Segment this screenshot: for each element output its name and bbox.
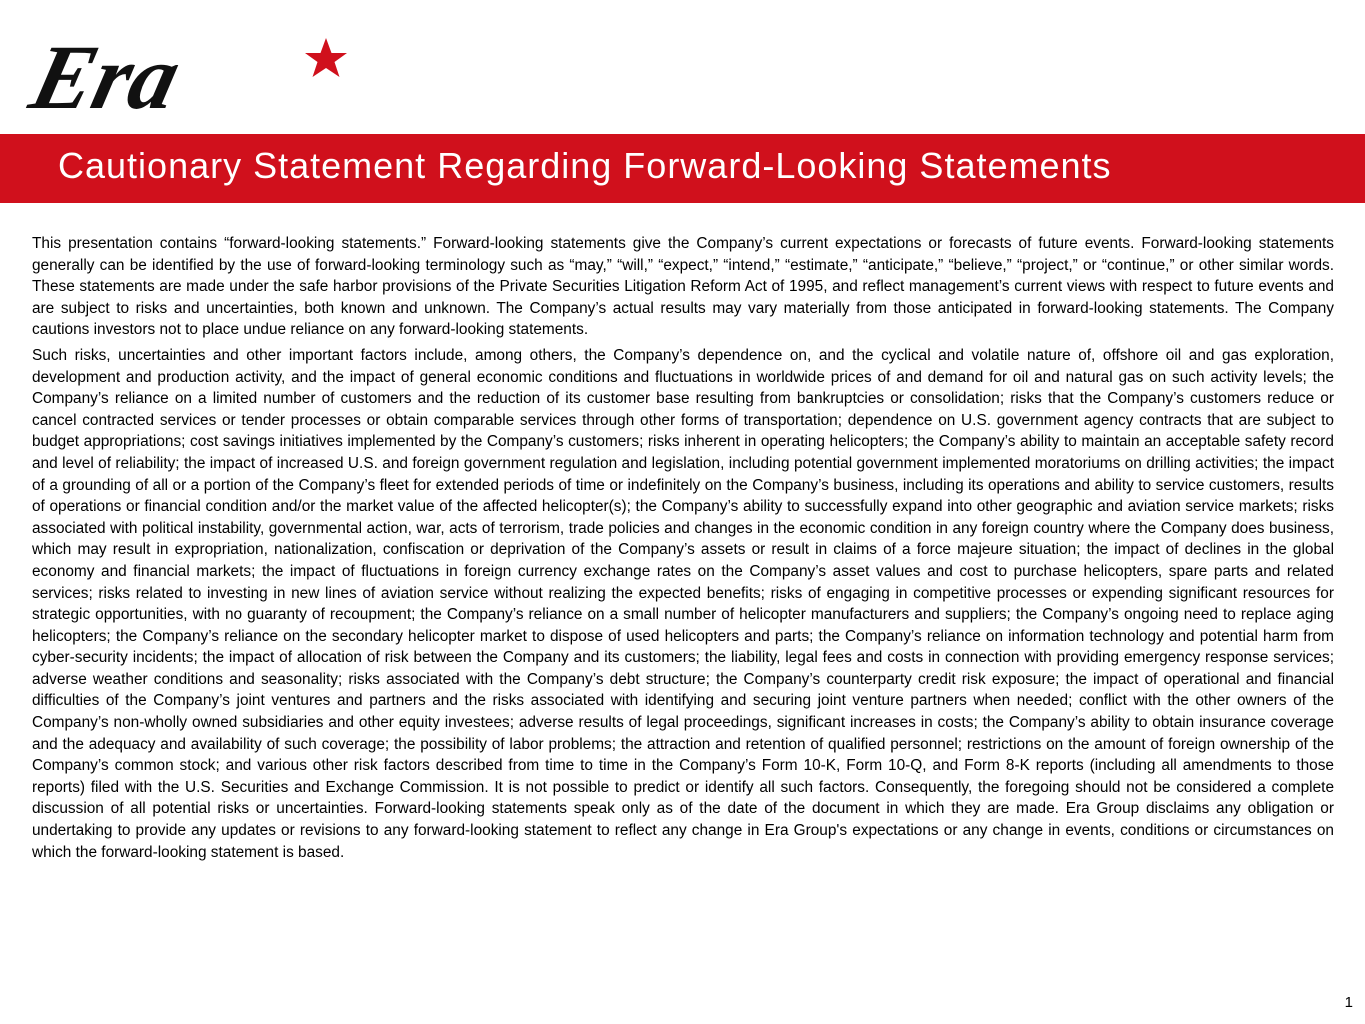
intro-paragraph: This presentation contains “forward-looking statements.” Forward-looking statements give the Company’s current expectations or forecasts of future events. Forward-looking statements generally can be identified by the use of forward-looking terminology such as “may,” “will,” “expect,” “intend,” “estimate,” “anticipate,” “believe,” “project,” or “continue,” or other similar words. These statements are made under the safe harbor provisions of the Private Securities Litigation Reform Act of 1995, and reflect management’s current views with respect to future events and are subject to risks and uncertainties, both known and unknown. The Company’s actual results may vary materially from those anticipated in forward-looking statements. The Company cautions investors not to place undue reliance on any forward-looking statements.: [32, 235, 1334, 339]
era-logo-graphic: [21, 27, 364, 129]
risk-factors-paragraph: Such risks, uncertainties and other important factors include, among others, the Company’s dependence on, and the cyclical and volatile nature of, offshore oil and gas exploration, development and production activity, and the impact of general economic conditions and fluctuations in worldwide prices of and demand for oil and natural gas on such activity levels; the Company’s reliance on a limited number of customers and the reduction of its customer base resulting from bankruptcies or consolidation; risks that the Company’s customers reduce or cancel contracted services or tender processes or obtain comparable services through other forms of transportation; dependence on U.S. government agency contracts that are subject to budget appropriations; cost savings initiatives implemented by the Company’s customers; risks inherent in operating helicopters; the Company’s ability to maintain an acceptable safety record and level of reliability; the impact of increased U.S. and foreign government regulation and legislation, including potential government implemented moratoriums on drilling activities; the impact of a grounding of all or a portion of the Company’s fleet for extended periods of time or indefinitely on the Company’s business, including its operations and ability to service customers, results of operations or financial condition and/or the market value of the affected helicopter(s); the Company’s ability to successfully expand into other geographic and aviation service markets; risks associated with political instability, governmental action, war, acts of terrorism, trade policies and changes in the economic condition in any foreign country where the Company does business, which may result in expropriation, nationalization, confiscation or deprivation of the Company’s assets or result in claims of a force majeure situation; the impact of declines in the global economy and financial markets; the impact of fluctuations in foreign currency exchange rates on the Company’s asset values and cost to purchase helicopters, spare parts and related services; risks related to investing in new lines of aviation service without realizing the expected benefits; risks of engaging in competitive processes or expending significant resources for strategic opportunities, with no guaranty of recoupment; the Company’s reliance on a small number of helicopter manufacturers and suppliers; the Company’s ongoing need to replace aging helicopters; the Company’s reliance on the secondary helicopter market to dispose of used helicopters and parts; the Company’s reliance on information technology and potential harm from cyber-security incidents; the impact of allocation of risk between the Company and its customers; the liability, legal fees and costs in connection with providing emergency response services; adverse weather conditions and seasonality; risks associated with the Company’s debt structure; the Company’s counterparty credit risk exposure; the impact of operational and financial difficulties of the Company’s joint ventures and partners and the risks associated with identifying and securing joint venture partners when needed; conflict with the other owners of the Company’s non-wholly owned subsidiaries and other equity investees; adverse results of legal proceedings, significant increases in costs; the Company’s ability to obtain insurance coverage and the adequacy and availability of such coverage; the possibility of labor problems; the attraction and retention of qualified personnel; restrictions on the amount of foreign ownership of the Company’s common stock; and various other risk factors described from time to time in the Company’s Form 10-K, Form 10-Q, and Form 8-K reports (including all amendments to those reports) filed with the U.S. Securities and Exchange Commission. It is not possible to predict or identify all such factors. Consequently, the foregoing should not be considered a complete discussion of all potential risks or uncertainties. Forward-looking statements speak only as of the date of the document in which they are made. Era Group disclaims any obligation or undertaking to provide any updates or revisions to any forward-looking statement to reflect any change in Era Group's expectations or any change in events, conditions or circumstances on which the forward-looking statement is based.: [32, 346, 1334, 861]
red-star-icon: [305, 38, 347, 77]
statement-body: [32, 233, 1334, 863]
era-logo: [21, 27, 364, 129]
era-wordmark: Era: [21, 27, 190, 129]
page-number: 1: [1344, 994, 1353, 1011]
page-title: Cautionary Statement Regarding Forward-Looking Statements: [58, 145, 1112, 186]
